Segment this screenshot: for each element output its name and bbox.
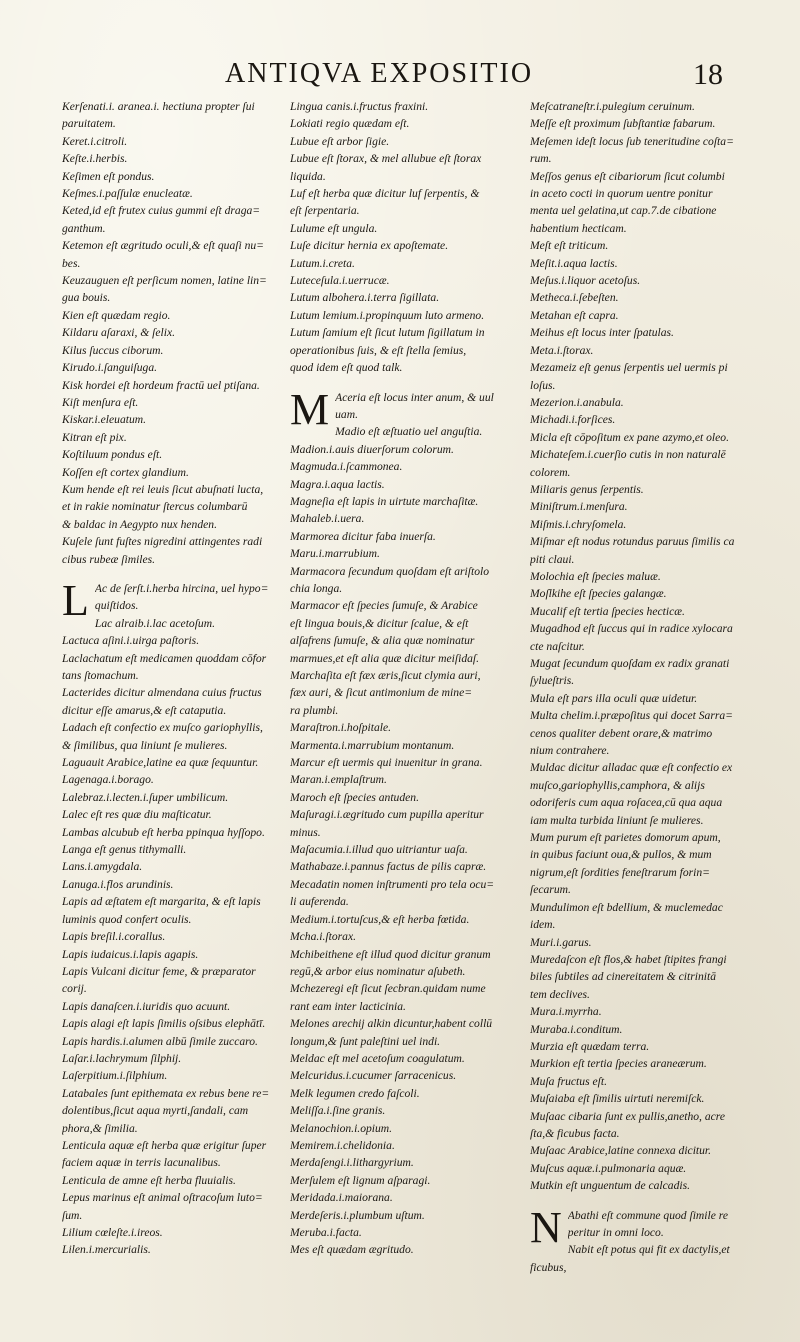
- entry-line: Lapis ad æſtatem eſt margarita, & eſt lapis: [62, 895, 261, 909]
- entry-line: dicitur eſſe amarus,& eſt cataputia.: [62, 703, 227, 717]
- entry-line: Lapis breſil.i.corallus.: [62, 930, 166, 944]
- col3-initial-block: [530, 1202, 755, 1277]
- entry-line: Lalebraz.i.lecten.i.ſuper umbilicum.: [62, 790, 229, 804]
- column-3: [530, 98, 755, 1276]
- entry-line: Miſmar eſt nodus rotundus paruus ſimilis ca: [530, 535, 735, 549]
- entry-line: Mathabaze.i.pannus factus de pilis capræ.: [290, 860, 487, 874]
- entry-line: Lambas alcubub eſt herba ppinqua hyſſopo.: [62, 825, 265, 839]
- entry-line: Merdeſeris.i.plumbum uſtum.: [290, 1208, 425, 1222]
- folio-number: 18: [693, 58, 723, 91]
- col2-entries-b: [290, 441, 515, 1259]
- entry-line: menta uel gelatina,ut cap.7.de cibatione: [530, 204, 717, 218]
- entry-line: alſafrens ſumuſe, & alia quæ nominatur: [290, 634, 475, 648]
- drop-cap-L: L: [62, 575, 89, 625]
- entry-line: Mugadhod eſt ſuccus qui in radice xylocara: [530, 622, 733, 636]
- entry-line: Melanochion.i.opium.: [290, 1121, 393, 1135]
- entry-line: Lapis iudaicus.i.lapis agapis.: [62, 947, 199, 961]
- entry-line: uam.: [335, 407, 358, 421]
- entry-line: Lenticula aquæ eſt herba quæ erigitur ſuper: [62, 1138, 267, 1152]
- entry-line: & ſimilibus, qua liniunt ſe mulieres.: [62, 738, 228, 752]
- drop-cap-M: M: [290, 384, 330, 434]
- entry-line: ſta,& ficubus facta.: [530, 1126, 620, 1140]
- entry-line: Lutum ſamium eſt ſicut lutum ſigillatum in: [290, 326, 485, 340]
- entry-line: Keuzauguen eſt perſicum nomen, latine lin=: [62, 274, 267, 288]
- entry-line: eſt lingua bouis,& dicitur ſcalue, & eſt: [290, 616, 469, 630]
- entry-line: Muſaac cibaria ſunt ex pullis,anetho, acre: [530, 1109, 726, 1123]
- entry-line: Luf eſt herba quæ dicitur luf ſerpentis, &: [290, 187, 480, 201]
- entry-line: Marmorea dicitur faba inuerſa.: [290, 529, 436, 543]
- entry-line: Ladach eſt confectio ex muſco gariophyllis,: [62, 721, 263, 735]
- drop-cap-N: N: [530, 1202, 562, 1252]
- entry-line: ſecarum.: [530, 883, 571, 897]
- entry-line: Lenticula de amne eſt herba fluuialis.: [62, 1173, 236, 1187]
- entry-line: Lacterides dicitur almendana cuius fructus: [62, 686, 262, 700]
- entry-line: Abathi eſt commune quod ſimile re: [567, 1208, 729, 1222]
- entry-line: Mura.i.myrrha.: [530, 1005, 602, 1019]
- entry-line: Mcha.i.ſtorax.: [290, 930, 357, 944]
- entry-line: Kiſt menſura eſt.: [62, 395, 139, 409]
- entry-line: Lapis Vulcani dicitur feme, & præparator: [62, 964, 256, 978]
- entry-line: Laguauit Arabice,latine ea quæ ſequuntur.: [62, 756, 259, 770]
- entry-line: Miſmis.i.chryſomela.: [530, 517, 627, 531]
- entry-line: Meſſe eſt proximum ſubſtantiæ fabarum.: [530, 117, 716, 131]
- entry-line: Lac alraib.i.lac acetoſum.: [94, 616, 216, 630]
- entry-line: cte naſcitur.: [530, 639, 585, 653]
- entry-line: Metahan eſt capra.: [530, 308, 619, 322]
- entry-line: Lapis hardis.i.alumen albū ſimile zuccaro.: [62, 1034, 258, 1048]
- entry-line: muſco,gariophyllis,camphora, & alijs: [530, 778, 705, 792]
- entry-line: Koſſen eſt cortex glandium.: [62, 465, 189, 479]
- entry-line: bes.: [62, 256, 81, 270]
- entry-line: colorem.: [530, 465, 571, 479]
- entry-line: faciem aquæ in terris lacunalibus.: [62, 1156, 221, 1170]
- entry-line: Mecadatin nomen inſtrumenti pro tela ocu=: [290, 877, 495, 891]
- entry-line: longum,& ſunt paleſtini uel indi.: [290, 1034, 441, 1048]
- entry-line: Koſtiluum pondus eſt.: [62, 448, 163, 462]
- entry-line: Magmuda.i.ſcammonea.: [290, 460, 403, 474]
- entry-line: Ac de ſerſt.i.herba hircina, uel hypo=: [94, 581, 269, 595]
- entry-line: Lapis danaſcen.i.iuridis quo acuunt.: [62, 999, 231, 1013]
- entry-line: ſylueſtris.: [530, 674, 575, 688]
- col1-initial-block: [62, 575, 287, 632]
- entry-line: cibus rubeæ ſimiles.: [62, 552, 156, 566]
- entry-line: Muraba.i.conditum.: [530, 1022, 623, 1036]
- entry-line: Laſar.i.lachrymum ſilphij.: [62, 1051, 182, 1065]
- entry-line: Medium.i.tortuſcus,& eſt herba fœtida.: [290, 912, 470, 926]
- entry-line: Melk legumen credo faſcoli.: [290, 1086, 420, 1100]
- entry-line: Meruba.i.facta.: [290, 1226, 362, 1239]
- entry-line: ficubus,: [530, 1260, 567, 1274]
- entry-line: minus.: [290, 825, 321, 839]
- entry-line: Keted,id eſt frutex cuius gummi eſt draga=: [62, 204, 261, 218]
- entry-line: Marcur eſt uermis qui inuenitur in grana.: [290, 756, 483, 770]
- entry-line: Lapis alagi eſt lapis ſimilis oſsibus elephātī.: [62, 1017, 266, 1031]
- entry-line: nigrum,eſt ſordities feneſtrarum forin=: [530, 865, 711, 879]
- entry-line: Lokiati regio quædam eſt.: [290, 117, 410, 131]
- entry-line: quod idem eſt quod talk.: [290, 361, 403, 375]
- entry-line: Marchaſita eſt fæx æris,ſicut clymia auri,: [290, 669, 481, 682]
- entry-line: nium contrahere.: [530, 744, 610, 758]
- entry-line: Multa chelim.i.præpoſitus qui docet Sarra=: [530, 709, 733, 723]
- entry-line: Mes eſt quædam ægritudo.: [290, 1243, 414, 1257]
- entry-line: Mundulimon eſt bdellium, & muclemedac: [530, 900, 723, 914]
- entry-line: in aceto cocti in quorum uentre ponitur: [530, 187, 713, 201]
- entry-line: Mchezeregi eſt ſicut ſecbran.quidam nume: [290, 982, 486, 996]
- entry-line: Maru.i.marrubium.: [290, 547, 380, 561]
- entry-line: Marmacor eſt ſpecies ſumuſe, & Arabice: [290, 599, 478, 613]
- entry-line: Nabit eſt potus qui fit ex dactylis,et: [567, 1243, 730, 1257]
- col3-initial-lines: [530, 1202, 755, 1277]
- col1-initial-lines: [62, 575, 287, 632]
- entry-line: Muldac dicitur alladac quæ eſt confectio ex: [530, 761, 733, 775]
- entry-line: corij.: [62, 982, 87, 996]
- col3-entries-a: [530, 98, 755, 1195]
- entry-line: Aceria eſt locus inter anum, & uul: [335, 390, 494, 404]
- entry-line: Madion.i.auis diuerſorum colorum.: [290, 442, 454, 456]
- entry-line: Michadi.i.forſices.: [530, 413, 616, 427]
- entry-line: Muſcus aquæ.i.pulmonaria aquæ.: [530, 1161, 687, 1175]
- entry-line: Keſimen eſt pondus.: [62, 169, 155, 183]
- entry-line: Lalec eſt res quæ diu maſticatur.: [62, 808, 212, 822]
- entry-line: Molochia eſt ſpecies maluæ.: [530, 569, 661, 583]
- entry-line: Meſcatraneſtr.i.pulegium ceruinum.: [530, 100, 695, 113]
- entry-line: piti claui.: [530, 552, 575, 566]
- entry-line: Magneſia eſt lapis in uirtute marchaſitæ.: [290, 494, 479, 508]
- entry-line: Meihus eſt locus inter ſpatulas.: [530, 326, 674, 340]
- entry-line: Lutum.i.creta.: [290, 256, 355, 270]
- col1-entries-b: [62, 632, 287, 1259]
- entry-line: Maſuragi.i.ægritudo cum pupilla aperitur: [290, 808, 484, 822]
- entry-line: cenos qualiter debent orare,& matrimo: [530, 726, 713, 740]
- entry-line: Lans.i.amygdala.: [62, 860, 143, 874]
- entry-line: Kirudo.i.ſanguiſuga.: [62, 361, 158, 375]
- entry-line: Maraſtron.i.hoſpitale.: [290, 721, 392, 735]
- entry-line: biles ſubtiles ad cinereitatem & citrinitā: [530, 970, 717, 984]
- entry-line: & baldac in Aegypto nux henden.: [62, 517, 217, 531]
- entry-line: Melones arechij alkin dicuntur,habent collū: [290, 1017, 493, 1031]
- entry-line: Luſe dicitur hernia ex apoſtemate.: [290, 239, 449, 253]
- entry-line: Kilus ſuccus ciborum.: [62, 343, 164, 357]
- entry-line: Kuſele ſunt fuſtes nigredini attingentes radi: [62, 535, 263, 549]
- entry-line: paruitatem.: [62, 117, 116, 131]
- entry-line: Meridada.i.maiorana.: [290, 1191, 393, 1205]
- entry-line: Kisk hordei eſt hordeum fractū uel ptiſana.: [62, 378, 260, 392]
- entry-line: Meliſſa.i.ſine granis.: [290, 1104, 386, 1118]
- entry-line: rum.: [530, 152, 552, 166]
- entry-line: Kildaru aſaraxi, & ſelix.: [62, 326, 176, 340]
- entry-line: operationibus ſuis, & eſt ſtella ſemius,: [290, 343, 467, 357]
- entry-line: Magra.i.aqua lactis.: [290, 477, 385, 491]
- entry-line: Lingua canis.i.fructus fraxini.: [290, 100, 429, 113]
- entry-line: quiſtidos.: [94, 599, 139, 613]
- entry-line: Mula eſt pars illa oculi quæ uidetur.: [530, 691, 698, 705]
- entry-line: ra plumbi.: [290, 703, 339, 717]
- entry-line: Kitran eſt pix.: [62, 430, 127, 444]
- entry-line: phora,& ſimilia.: [62, 1121, 138, 1135]
- entry-line: Muſaac Arabice,latine connexa dicitur.: [530, 1144, 712, 1158]
- entry-line: Metheca.i.ſebeſten.: [530, 291, 619, 305]
- page-header: [0, 58, 800, 98]
- entry-line: Kien eſt quædam regio.: [62, 308, 171, 322]
- entry-line: ganthum.: [62, 221, 106, 235]
- entry-line: Murkion eſt tertia ſpecies araneærum.: [530, 1057, 707, 1071]
- entry-line: Mchibeithene eſt illud quod dicitur granum: [290, 947, 491, 961]
- entry-line: Merdaſengi.i.lithargyrium.: [290, 1156, 414, 1170]
- entry-line: Meldac eſt mel acetoſum coagulatum.: [290, 1051, 465, 1065]
- entry-line: Maroch eſt ſpecies antuden.: [290, 790, 419, 804]
- entry-line: Lutum lemium.i.propinquum luto armeno.: [290, 308, 485, 322]
- entry-line: Lactuca aſini.i.uirga paſtoris.: [62, 634, 200, 648]
- entry-line: Laclachatum eſt medicamen quoddam cōfor: [62, 651, 267, 665]
- entry-line: in quibus faciunt oua,& pullos, & mum: [530, 848, 712, 862]
- entry-line: ſum.: [62, 1208, 83, 1222]
- entry-line: Ketemon eſt ægritudo oculi,& eſt quaſi nu=: [62, 239, 265, 253]
- entry-line: dolentibus,ſicut aqua myrti,ſandali, cam: [62, 1104, 249, 1118]
- entry-line: Lubue eſt ſtorax, & mel allubue eſt ſtorax: [290, 152, 482, 166]
- entry-line: Mutkin eſt unguentum de calcadis.: [530, 1179, 691, 1193]
- entry-line: Memirem.i.chelidonia.: [290, 1138, 395, 1152]
- entry-line: Lepus marinus eſt animal oſtracoſum luto=: [62, 1191, 263, 1205]
- entry-line: iam multa turbida liniunt ſe mulieres.: [530, 813, 704, 827]
- entry-line: Mezameiz eſt genus ſerpentis uel uermis pi: [530, 361, 728, 375]
- entry-line: Meta.i.ſtorax.: [530, 343, 594, 357]
- entry-line: Keſte.i.herbis.: [62, 152, 128, 166]
- entry-line: Kum hende eſt rei leuis ſicut abuſnati lucta,: [62, 482, 264, 496]
- entry-line: chia longa.: [290, 581, 343, 595]
- entry-line: Mezerion.i.anabula.: [530, 395, 624, 409]
- entry-line: Keret.i.citroli.: [62, 134, 128, 148]
- entry-line: Lulume eſt ungula.: [290, 221, 378, 235]
- entry-line: Lagenaga.i.borago.: [62, 773, 154, 787]
- entry-line: Laſerpitium.i.ſilphium.: [62, 1069, 168, 1083]
- entry-line: Mum purum eſt parietes domorum apum,: [530, 831, 721, 845]
- entry-line: Muſaiaba eſt ſimilis uirtuti neremiſck.: [530, 1092, 705, 1106]
- entry-line: Michateſem.i.cuerſio cutis in non naturalē: [530, 448, 726, 462]
- entry-line: Miliaris genus ſerpentis.: [530, 482, 644, 496]
- entry-line: et in rakie nominatur ſtercus columbarū: [62, 500, 248, 514]
- entry-line: Mahaleb.i.uera.: [290, 512, 365, 526]
- entry-line: idem.: [530, 918, 556, 932]
- entry-line: Muri.i.garus.: [530, 935, 592, 949]
- entry-line: li auferenda.: [290, 895, 349, 909]
- entry-line: luminis quod confert oculis.: [62, 912, 192, 926]
- entry-line: rant eam inter lacticinia.: [290, 999, 406, 1013]
- entry-line: Meſſos genus eſt cibariorum ſicut columbi: [530, 169, 725, 183]
- entry-line: tans ſtomachum.: [62, 669, 139, 682]
- entry-line: Kerſenati.i. aranea.i. hectiuna propter ſui: [62, 100, 255, 113]
- entry-line: Keſmes.i.paſſulæ enucleatæ.: [62, 187, 193, 201]
- entry-line: peritur in omni loco.: [567, 1226, 664, 1239]
- entry-line: eſt ſerpentaria.: [290, 204, 360, 218]
- running-title: ANTIQVA EXPOSITIO: [225, 58, 534, 89]
- entry-line: Micla eſt cōpoſitum ex pane azymo,et oleo.: [530, 430, 729, 444]
- entry-line: Meſus.i.liquor acetoſus.: [530, 274, 641, 288]
- entry-line: Lilen.i.mercurialis.: [62, 1243, 151, 1257]
- entry-line: Mugat ſecundum quoſdam ex radix granati: [530, 657, 730, 670]
- entry-line: liquida.: [290, 169, 326, 183]
- entry-line: Kiskar.i.eleuatum.: [62, 413, 147, 427]
- entry-line: odoriferis cum aqua roſacea,cū qua aqua: [530, 796, 723, 810]
- entry-line: Meſit.i.aqua lactis.: [530, 256, 618, 270]
- entry-line: loſus.: [530, 378, 556, 392]
- entry-line: Lubue eſt arbor ſigie.: [290, 134, 390, 148]
- entry-line: Muredaſcon eſt flos,& habet ſtipites frangi: [530, 952, 727, 966]
- entry-line: gua bouis.: [62, 291, 111, 305]
- entry-line: Marmacora ſecundum quoſdam eſt ariſtolo: [290, 564, 490, 578]
- entry-line: Merſulem eſt lignum aſparagi.: [290, 1173, 431, 1187]
- entry-line: Lanuga.i.flos arundinis.: [62, 877, 174, 891]
- entry-line: Muſa fructus eſt.: [530, 1074, 607, 1088]
- entry-line: fæx auri, & ſicut antimonium de mine=: [290, 686, 473, 700]
- column-1: [62, 98, 287, 1259]
- entry-line: Maſacumia.i.illud quo uitriantur uaſa.: [290, 843, 468, 857]
- col1-entries-a: [62, 98, 287, 568]
- entry-line: Miniſtrum.i.menſura.: [530, 500, 628, 514]
- entry-line: Langa eſt genus tithymalli.: [62, 843, 187, 857]
- entry-line: Madio eſt æſtuatio uel anguſtia.: [335, 425, 483, 439]
- entry-line: habentium hecticam.: [530, 221, 627, 235]
- entry-line: Lilium cœleſte.i.ireos.: [62, 1226, 163, 1239]
- entry-line: Melcuridus.i.cucumer ſarracenicus.: [290, 1069, 457, 1083]
- entry-line: Meſemen ideſt locus ſub teneritudine coſta=: [530, 134, 734, 148]
- entry-line: Lutum albohera.i.terra ſigillata.: [290, 291, 440, 305]
- entry-line: Meſt eſt triticum.: [530, 239, 609, 253]
- entry-line: Luteceſula.i.uerrucæ.: [290, 274, 390, 288]
- column-2: [290, 98, 515, 1259]
- entry-line: Mucalif eſt tertia ſpecies hecticæ.: [530, 604, 685, 618]
- entry-line: tem declives.: [530, 987, 590, 1001]
- col2-entries-a: [290, 98, 515, 377]
- entry-line: Murzia eſt quædam terra.: [530, 1039, 650, 1053]
- entry-line: regū,& arbor eius nominatur aſubeth.: [290, 964, 466, 978]
- col2-initial-block: [290, 384, 515, 441]
- entry-line: Moſlkihe eſt ſpecies galangæ.: [530, 587, 667, 601]
- entry-line: marmues,et eſt alia quæ dicitur meiſidaſ.: [290, 651, 480, 665]
- entry-line: Marmenta.i.marrubium montanum.: [290, 738, 455, 752]
- entry-line: Latabales ſunt epithemata ex rebus bene re=: [62, 1086, 270, 1100]
- entry-line: Maran.i.emplaſtrum.: [290, 773, 387, 787]
